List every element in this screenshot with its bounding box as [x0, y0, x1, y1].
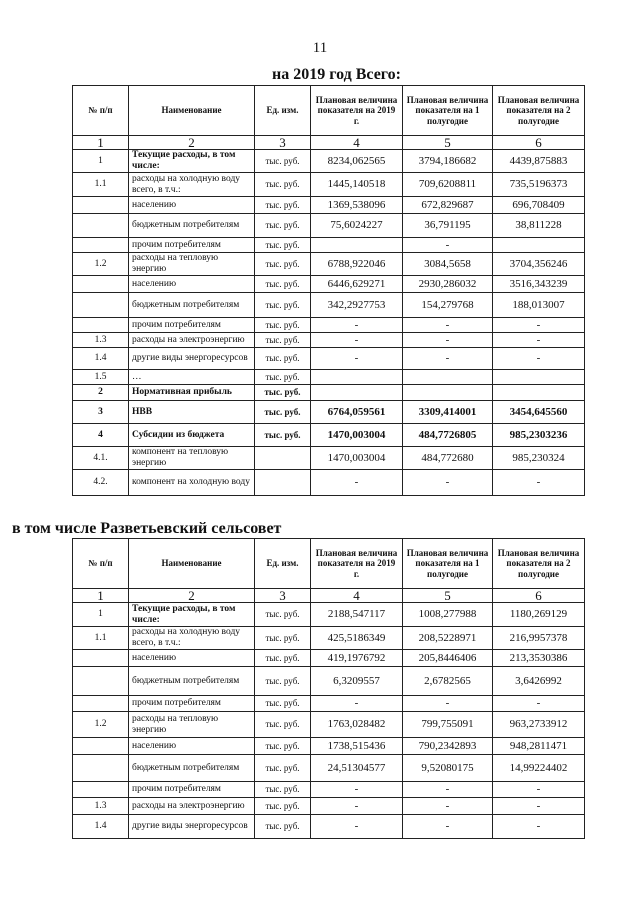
- row-name: населению: [129, 738, 255, 755]
- column-index-row: [73, 589, 585, 603]
- value-plan-h1: 154,279768: [403, 293, 493, 318]
- value-plan-h1: 484,772680: [403, 447, 493, 470]
- value-plan-year: 8234,062565: [311, 150, 403, 173]
- row-unit: тыс. руб.: [255, 667, 311, 696]
- table-row: [73, 253, 585, 276]
- value-plan-year: 1445,140518: [311, 173, 403, 197]
- row-number: 1.2: [73, 253, 129, 276]
- value-plan-h1: 709,6208811: [403, 173, 493, 197]
- value-plan-h1: 790,2342893: [403, 738, 493, 755]
- table-row: [73, 470, 585, 496]
- column-index-cell: 6: [493, 136, 585, 150]
- value-plan-h1: 799,755091: [403, 712, 493, 738]
- column-index-cell: 6: [493, 589, 585, 603]
- row-number: [73, 197, 129, 214]
- row-name: Текущие расходы, в том числе:: [129, 603, 255, 627]
- table-row: [73, 197, 585, 214]
- table-row: [73, 333, 585, 348]
- row-unit: тыс. руб.: [255, 798, 311, 815]
- value-plan-h1: 1008,277988: [403, 603, 493, 627]
- value-plan-year: [311, 385, 403, 401]
- column-index-cell: 2: [129, 136, 255, 150]
- table-row: [73, 348, 585, 370]
- value-plan-h2: [493, 385, 585, 401]
- row-name: Нормативная прибыль: [129, 385, 255, 401]
- budget-table-total: [72, 85, 585, 496]
- row-number: [73, 238, 129, 253]
- row-number: [73, 318, 129, 333]
- row-number: 1.2: [73, 712, 129, 738]
- header-num: № п/п: [73, 539, 129, 589]
- value-plan-year: 6788,922046: [311, 253, 403, 276]
- row-name: расходы на электроэнергию: [129, 798, 255, 815]
- table-row: [73, 782, 585, 798]
- value-plan-year: [311, 238, 403, 253]
- row-unit: тыс. руб.: [255, 782, 311, 798]
- value-plan-year: 75,6024227: [311, 214, 403, 238]
- value-plan-h1: -: [403, 815, 493, 839]
- row-name: расходы на холодную воду всего, в т.ч.:: [129, 627, 255, 650]
- value-plan-h2: -: [493, 318, 585, 333]
- value-plan-h1: 208,5228971: [403, 627, 493, 650]
- row-number: [73, 214, 129, 238]
- column-index-cell: 3: [255, 589, 311, 603]
- row-number: 1.3: [73, 798, 129, 815]
- value-plan-h2: -: [493, 333, 585, 348]
- row-number: [73, 782, 129, 798]
- table-row: [73, 150, 585, 173]
- header-name: Наименование: [129, 86, 255, 136]
- value-plan-h2: -: [493, 798, 585, 815]
- row-unit: тыс. руб.: [255, 603, 311, 627]
- row-name: бюджетным потребителям: [129, 293, 255, 318]
- column-index-cell: 4: [311, 589, 403, 603]
- table-row: [73, 214, 585, 238]
- value-plan-h1: -: [403, 318, 493, 333]
- row-name: населению: [129, 276, 255, 293]
- row-unit: тыс. руб.: [255, 696, 311, 712]
- row-unit: тыс. руб.: [255, 238, 311, 253]
- table-body: [73, 589, 585, 839]
- table-row: [73, 401, 585, 424]
- value-plan-h1: 3309,414001: [403, 401, 493, 424]
- value-plan-h1: 205,8446406: [403, 650, 493, 667]
- value-plan-h2: 735,5196373: [493, 173, 585, 197]
- table-row: [73, 293, 585, 318]
- row-name: населению: [129, 650, 255, 667]
- value-plan-h2: [493, 370, 585, 385]
- value-plan-h2: 3704,356246: [493, 253, 585, 276]
- row-unit: тыс. руб.: [255, 150, 311, 173]
- row-unit: тыс. руб.: [255, 370, 311, 385]
- value-plan-h2: 985,230324: [493, 447, 585, 470]
- column-index-cell: 1: [73, 136, 129, 150]
- header-row: [73, 86, 585, 136]
- value-plan-h1: 3794,186682: [403, 150, 493, 173]
- row-unit: [255, 470, 311, 496]
- value-plan-h1: -: [403, 798, 493, 815]
- table-row: [73, 318, 585, 333]
- value-plan-year: 6446,629271: [311, 276, 403, 293]
- value-plan-h2: 3,6426992: [493, 667, 585, 696]
- row-unit: тыс. руб.: [255, 738, 311, 755]
- header-plan-year: Плановая величина показателя на 2019 г.: [311, 86, 403, 136]
- row-unit: тыс. руб.: [255, 333, 311, 348]
- value-plan-year: 342,2927753: [311, 293, 403, 318]
- row-name: другие виды энергоресурсов: [129, 348, 255, 370]
- row-name: бюджетным потребителям: [129, 667, 255, 696]
- page-number: 11: [312, 40, 328, 56]
- row-number: 1.1: [73, 627, 129, 650]
- row-number: 4: [73, 424, 129, 447]
- row-name: расходы на тепловую энергию: [129, 253, 255, 276]
- row-number: 1: [73, 150, 129, 173]
- table-row: [73, 712, 585, 738]
- value-plan-year: -: [311, 696, 403, 712]
- row-unit: тыс. руб.: [255, 627, 311, 650]
- row-number: 1.1: [73, 173, 129, 197]
- row-name: расходы на холодную воду всего, в т.ч.:: [129, 173, 255, 197]
- row-name: прочим потребителям: [129, 696, 255, 712]
- column-index-cell: 5: [403, 136, 493, 150]
- value-plan-h2: 3454,645560: [493, 401, 585, 424]
- row-name: бюджетным потребителям: [129, 755, 255, 782]
- column-index-cell: 3: [255, 136, 311, 150]
- table-row: [73, 385, 585, 401]
- table-row: [73, 650, 585, 667]
- table-row: [73, 238, 585, 253]
- row-unit: тыс. руб.: [255, 650, 311, 667]
- value-plan-h1: -: [403, 333, 493, 348]
- row-number: 4.1.: [73, 447, 129, 470]
- value-plan-h1: -: [403, 470, 493, 496]
- value-plan-h2: -: [493, 470, 585, 496]
- value-plan-year: -: [311, 318, 403, 333]
- column-index-cell: 1: [73, 589, 129, 603]
- table-row: [73, 738, 585, 755]
- row-name: Субсидии из бюджета: [129, 424, 255, 447]
- value-plan-h2: 696,708409: [493, 197, 585, 214]
- column-index-cell: 5: [403, 589, 493, 603]
- value-plan-h1: -: [403, 348, 493, 370]
- header-unit: Ед. изм.: [255, 539, 311, 589]
- value-plan-h1: 2930,286032: [403, 276, 493, 293]
- budget-table-razvetyevsky: [72, 538, 585, 839]
- value-plan-h2: [493, 238, 585, 253]
- value-plan-h2: -: [493, 815, 585, 839]
- row-unit: тыс. руб.: [255, 253, 311, 276]
- row-number: 1.4: [73, 815, 129, 839]
- row-name: Текущие расходы, в том числе:: [129, 150, 255, 173]
- section-title-total: на 2019 год Всего:: [272, 66, 401, 83]
- section-title-razvetyevsky: в том числе Разветьевский сельсовет: [12, 520, 282, 537]
- header-plan-h2: Плановая величина показателя на 2 полугодие: [493, 86, 585, 136]
- row-name: населению: [129, 197, 255, 214]
- value-plan-h1: -: [403, 238, 493, 253]
- row-number: 1.4: [73, 348, 129, 370]
- header-name: Наименование: [129, 539, 255, 589]
- row-number: 3: [73, 401, 129, 424]
- row-number: [73, 755, 129, 782]
- value-plan-h1: -: [403, 782, 493, 798]
- table-body: [73, 136, 585, 496]
- row-name: компонент на холодную воду: [129, 470, 255, 496]
- value-plan-year: 1470,003004: [311, 447, 403, 470]
- row-unit: тыс. руб.: [255, 276, 311, 293]
- row-unit: тыс. руб.: [255, 173, 311, 197]
- row-name: прочим потребителям: [129, 238, 255, 253]
- row-name: бюджетным потребителям: [129, 214, 255, 238]
- table-row: [73, 627, 585, 650]
- value-plan-h1: -: [403, 696, 493, 712]
- value-plan-year: -: [311, 348, 403, 370]
- value-plan-year: 24,51304577: [311, 755, 403, 782]
- value-plan-year: 6,3209557: [311, 667, 403, 696]
- row-number: [73, 650, 129, 667]
- table-row: [73, 667, 585, 696]
- value-plan-year: -: [311, 782, 403, 798]
- column-index-cell: 2: [129, 589, 255, 603]
- value-plan-year: 1369,538096: [311, 197, 403, 214]
- value-plan-year: 425,5186349: [311, 627, 403, 650]
- table-row: [73, 173, 585, 197]
- row-number: [73, 696, 129, 712]
- value-plan-h1: 3084,5658: [403, 253, 493, 276]
- value-plan-h2: -: [493, 696, 585, 712]
- value-plan-year: -: [311, 798, 403, 815]
- table-row: [73, 447, 585, 470]
- value-plan-h2: 1180,269129: [493, 603, 585, 627]
- row-unit: тыс. руб.: [255, 214, 311, 238]
- value-plan-h2: 985,2303236: [493, 424, 585, 447]
- value-plan-year: 1738,515436: [311, 738, 403, 755]
- row-unit: тыс. руб.: [255, 424, 311, 447]
- value-plan-h1: [403, 385, 493, 401]
- header-plan-h1: Плановая величина показателя на 1 полугодие: [403, 539, 493, 589]
- row-number: [73, 276, 129, 293]
- row-unit: тыс. руб.: [255, 293, 311, 318]
- row-unit: тыс. руб.: [255, 755, 311, 782]
- row-unit: [255, 447, 311, 470]
- table-row: [73, 798, 585, 815]
- table-row: [73, 755, 585, 782]
- value-plan-h2: 948,2811471: [493, 738, 585, 755]
- row-unit: тыс. руб.: [255, 401, 311, 424]
- table-row: [73, 424, 585, 447]
- value-plan-year: [311, 370, 403, 385]
- value-plan-h2: -: [493, 782, 585, 798]
- value-plan-year: 6764,059561: [311, 401, 403, 424]
- value-plan-h2: 963,2733912: [493, 712, 585, 738]
- header-row: [73, 539, 585, 589]
- row-number: [73, 293, 129, 318]
- value-plan-year: 2188,547117: [311, 603, 403, 627]
- value-plan-year: -: [311, 815, 403, 839]
- value-plan-h2: -: [493, 348, 585, 370]
- row-name: компонент на тепловую энергию: [129, 447, 255, 470]
- row-number: 1: [73, 603, 129, 627]
- column-index-row: [73, 136, 585, 150]
- value-plan-year: 1470,003004: [311, 424, 403, 447]
- row-name: НВВ: [129, 401, 255, 424]
- row-unit: тыс. руб.: [255, 318, 311, 333]
- value-plan-year: -: [311, 470, 403, 496]
- row-unit: тыс. руб.: [255, 385, 311, 401]
- value-plan-h1: 9,52080175: [403, 755, 493, 782]
- row-unit: тыс. руб.: [255, 712, 311, 738]
- table-row: [73, 276, 585, 293]
- header-unit: Ед. изм.: [255, 86, 311, 136]
- value-plan-h2: 216,9957378: [493, 627, 585, 650]
- value-plan-h1: 484,7726805: [403, 424, 493, 447]
- value-plan-h1: [403, 370, 493, 385]
- value-plan-year: 1763,028482: [311, 712, 403, 738]
- value-plan-h2: 14,99224402: [493, 755, 585, 782]
- value-plan-year: 419,1976792: [311, 650, 403, 667]
- header-num: № п/п: [73, 86, 129, 136]
- header-plan-year: Плановая величина показателя на 2019 г.: [311, 539, 403, 589]
- value-plan-h2: 3516,343239: [493, 276, 585, 293]
- value-plan-h2: 213,3530386: [493, 650, 585, 667]
- row-name: прочим потребителям: [129, 782, 255, 798]
- header-plan-h2: Плановая величина показателя на 2 полугодие: [493, 539, 585, 589]
- table-row: [73, 370, 585, 385]
- row-unit: тыс. руб.: [255, 348, 311, 370]
- header-plan-h1: Плановая величина показателя на 1 полугодие: [403, 86, 493, 136]
- table-row: [73, 696, 585, 712]
- value-plan-h1: 2,6782565: [403, 667, 493, 696]
- row-number: 1.3: [73, 333, 129, 348]
- value-plan-h1: 36,791195: [403, 214, 493, 238]
- row-name: прочим потребителям: [129, 318, 255, 333]
- value-plan-h2: 188,013007: [493, 293, 585, 318]
- value-plan-h1: 672,829687: [403, 197, 493, 214]
- row-name: расходы на тепловую энергию: [129, 712, 255, 738]
- value-plan-h2: 38,811228: [493, 214, 585, 238]
- row-number: 1.5: [73, 370, 129, 385]
- row-number: 2: [73, 385, 129, 401]
- row-name: …: [129, 370, 255, 385]
- value-plan-year: -: [311, 333, 403, 348]
- row-unit: тыс. руб.: [255, 815, 311, 839]
- column-index-cell: 4: [311, 136, 403, 150]
- row-number: 4.2.: [73, 470, 129, 496]
- row-unit: тыс. руб.: [255, 197, 311, 214]
- table-row: [73, 815, 585, 839]
- row-number: [73, 667, 129, 696]
- row-name: другие виды энергоресурсов: [129, 815, 255, 839]
- row-number: [73, 738, 129, 755]
- row-name: расходы на электроэнергию: [129, 333, 255, 348]
- value-plan-h2: 4439,875883: [493, 150, 585, 173]
- table-row: [73, 603, 585, 627]
